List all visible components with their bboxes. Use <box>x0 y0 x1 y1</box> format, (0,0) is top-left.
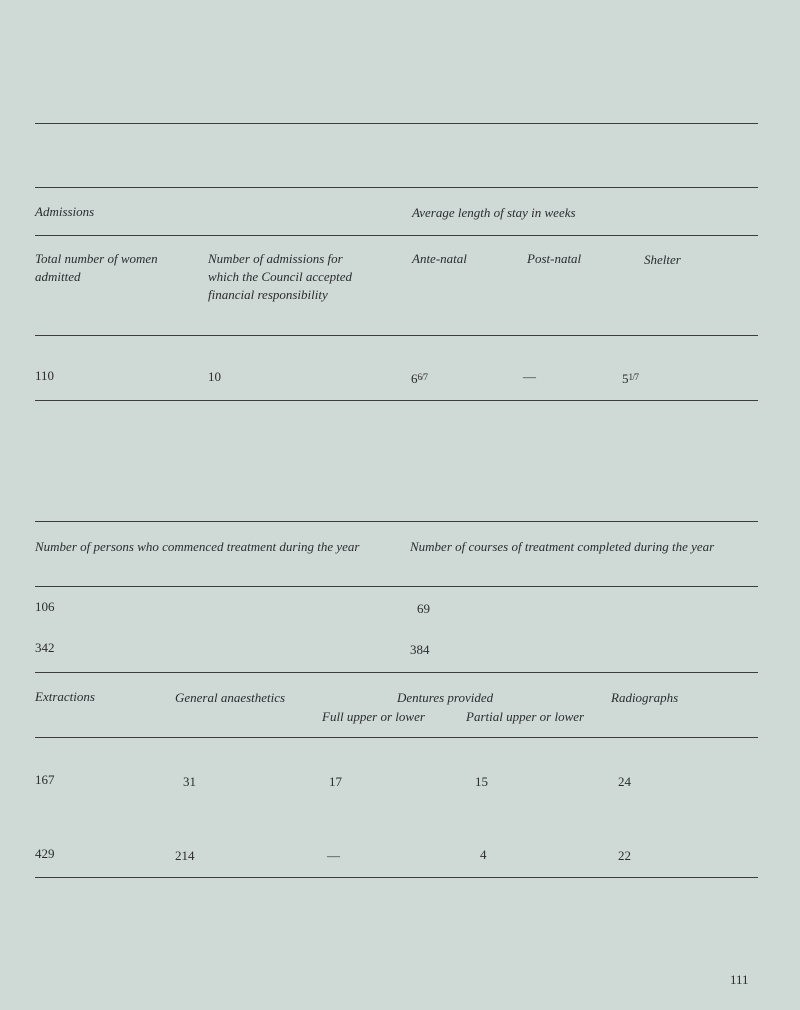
col-completed-treatment: Number of courses of treatment completed during the year <box>410 539 715 554</box>
value-anaesthetics-row2: 214 <box>175 848 195 863</box>
value-antenatal <box>411 368 428 388</box>
table2-header-rule <box>35 586 758 587</box>
col-partial-dentures: Partial upper or lower <box>466 709 585 724</box>
col-total-women: Total number of women admitted <box>35 251 158 284</box>
table2-top-rule <box>35 521 758 522</box>
value-extractions-row2: 429 <box>35 846 55 861</box>
col-shelter: Shelter <box>644 252 681 267</box>
table1-header-rule <box>35 235 758 236</box>
value-extractions-row1: 167 <box>35 772 55 787</box>
value-anaesthetics-row1: 31 <box>183 774 196 789</box>
value-shelter <box>622 368 639 388</box>
value-postnatal: — <box>523 369 536 384</box>
table3-bottom-rule <box>35 877 758 878</box>
value-completed-row2: 384 <box>410 642 430 657</box>
value-council-admissions: 10 <box>208 369 221 384</box>
page-number: 111 <box>730 972 749 987</box>
value-total-women: 110 <box>35 368 55 383</box>
col-antenatal: Ante-natal <box>412 251 467 266</box>
value-radiographs-row1: 24 <box>618 774 631 789</box>
col-postnatal: Post-natal <box>527 251 582 266</box>
value-full-row2: — <box>327 848 340 863</box>
col-general-anaesthetics: General anaesthetics <box>175 690 286 705</box>
col-extractions: Extractions <box>35 689 95 704</box>
value-commenced-row1: 106 <box>35 599 55 614</box>
table3-header-rule <box>35 737 758 738</box>
col-full-dentures: Full upper or lower <box>322 709 425 724</box>
table2-bottom-rule <box>35 672 758 673</box>
value-radiographs-row2: 22 <box>618 848 631 863</box>
value-partial-row1: 15 <box>475 774 488 789</box>
value-partial-row2: 4 <box>480 847 487 862</box>
col-radiographs: Radiographs <box>611 690 679 705</box>
top-rule <box>35 123 758 124</box>
antenatal-fraction: 6/7 <box>417 372 428 382</box>
value-commenced-row2: 342 <box>35 640 55 655</box>
antenatal-whole: 6 <box>411 371 418 386</box>
admissions-header: Admissions <box>35 204 95 219</box>
table1-subheader-rule <box>35 335 758 336</box>
value-full-row1: 17 <box>329 774 342 789</box>
avg-stay-header: Average length of stay in weeks <box>412 205 576 220</box>
col-council-admissions: Number of admissions for which the Council accepted financial responsibility <box>208 251 353 302</box>
col-commenced-treatment: Number of persons who commenced treatment during the year <box>35 539 360 554</box>
table1-bottom-rule <box>35 400 758 401</box>
value-completed-row1: 69 <box>417 601 430 616</box>
shelter-fraction: 1/7 <box>628 372 639 382</box>
shelter-whole: 5 <box>622 371 629 386</box>
table1-top-rule <box>35 187 758 188</box>
col-dentures-provided: Dentures provided <box>397 690 494 705</box>
